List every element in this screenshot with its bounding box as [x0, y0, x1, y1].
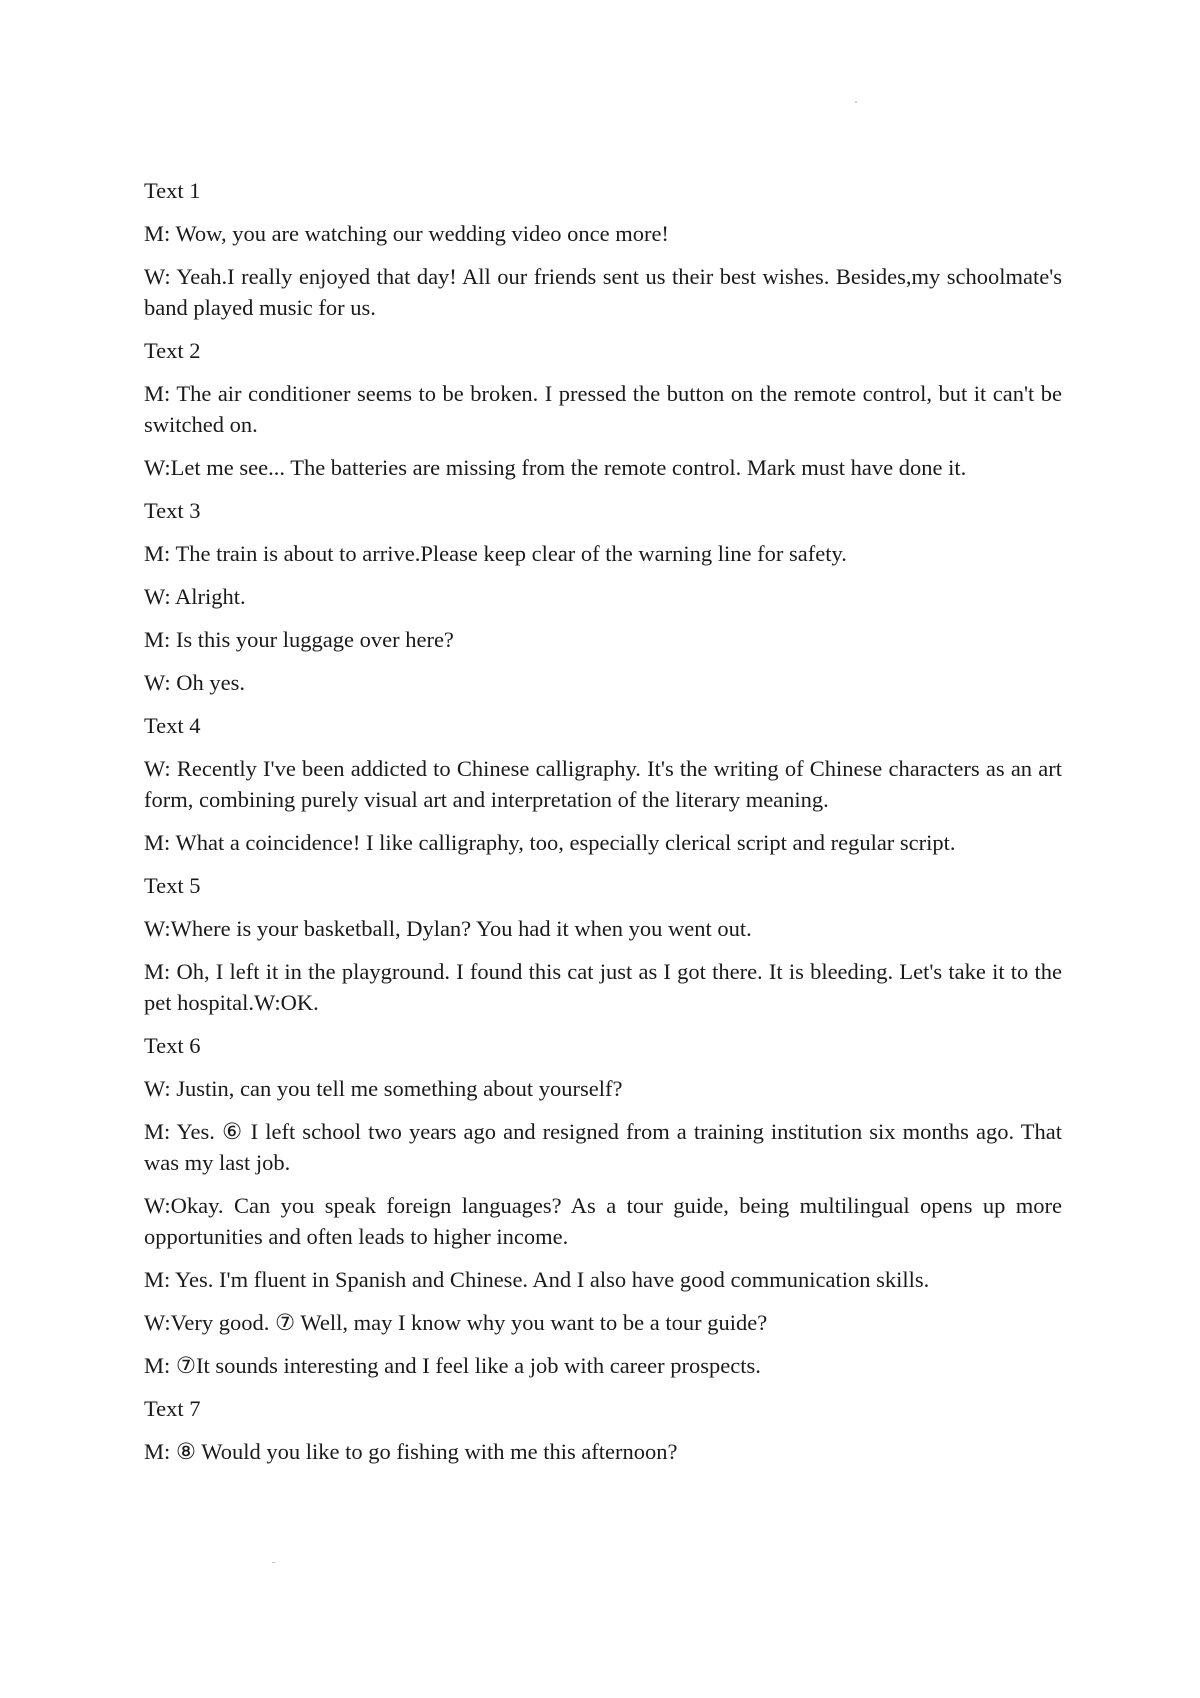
dialogue-line: W:Okay. Can you speak foreign languages? As a tour guide, being multilingual opens up more opportunities and often leads to higher income. — [144, 1193, 1062, 1249]
dialogue-line: M: ⑧ Would you like to go fishing with me this afternoon? — [144, 1439, 678, 1464]
dialogue-line: M: Wow, you are watching our wedding video once more! — [144, 221, 669, 246]
dialogue-line: W:Let me see... The batteries are missing from the remote control. Mark must have done it. — [144, 455, 967, 480]
dialogue-line: M: ⑦It sounds interesting and I feel like a job with career prospects. — [144, 1353, 761, 1378]
section-heading: Text 1 — [144, 178, 201, 203]
dialogue-line: W: Yeah.I really enjoyed that day! All our friends sent us their best wishes. Besides,my schoolmate's band played music for us. — [144, 264, 1062, 320]
dialogue-line: W: Justin, can you tell me something about yourself? — [144, 1076, 623, 1101]
transcript-page — [144, 175, 1062, 1479]
dialogue-line: M: The air conditioner seems to be broken. I pressed the button on the remote control, but it can't be switched on. — [144, 381, 1062, 437]
dialogue-line: M: Yes. ⑥ I left school two years ago and resigned from a training institution six months ago. That was my last job. — [144, 1119, 1062, 1175]
section-heading: Text 5 — [144, 873, 201, 898]
section-heading: Text 6 — [144, 1033, 201, 1058]
section-heading: Text 7 — [144, 1396, 201, 1421]
dialogue-line: W: Recently I've been addicted to Chinese calligraphy. It's the writing of Chinese characters as an art form, combining purely visual art and interpretation of the literary meaning. — [144, 756, 1062, 812]
dialogue-line: M: Oh, I left it in the playground. I found this cat just as I got there. It is bleeding. Let's take it to the pet hospital.W:OK. — [144, 959, 1062, 1015]
dialogue-line: W: Oh yes. — [144, 670, 246, 695]
section-heading: Text 2 — [144, 338, 201, 363]
dialogue-line: M: What a coincidence! I like calligraphy, too, especially clerical script and regular script. — [144, 830, 956, 855]
scan-speck — [272, 1562, 275, 1563]
section-heading: Text 3 — [144, 498, 201, 523]
section-heading: Text 4 — [144, 713, 201, 738]
dialogue-line: M: Yes. I'm fluent in Spanish and Chinese. And I also have good communication skills. — [144, 1267, 930, 1292]
scan-speck — [855, 101, 857, 103]
dialogue-line: M: Is this your luggage over here? — [144, 627, 454, 652]
dialogue-line: W:Very good. ⑦ Well, may I know why you want to be a tour guide? — [144, 1310, 768, 1335]
dialogue-line: M: The train is about to arrive.Please keep clear of the warning line for safety. — [144, 541, 847, 566]
dialogue-line: W: Alright. — [144, 584, 246, 609]
dialogue-line: W:Where is your basketball, Dylan? You had it when you went out. — [144, 916, 752, 941]
